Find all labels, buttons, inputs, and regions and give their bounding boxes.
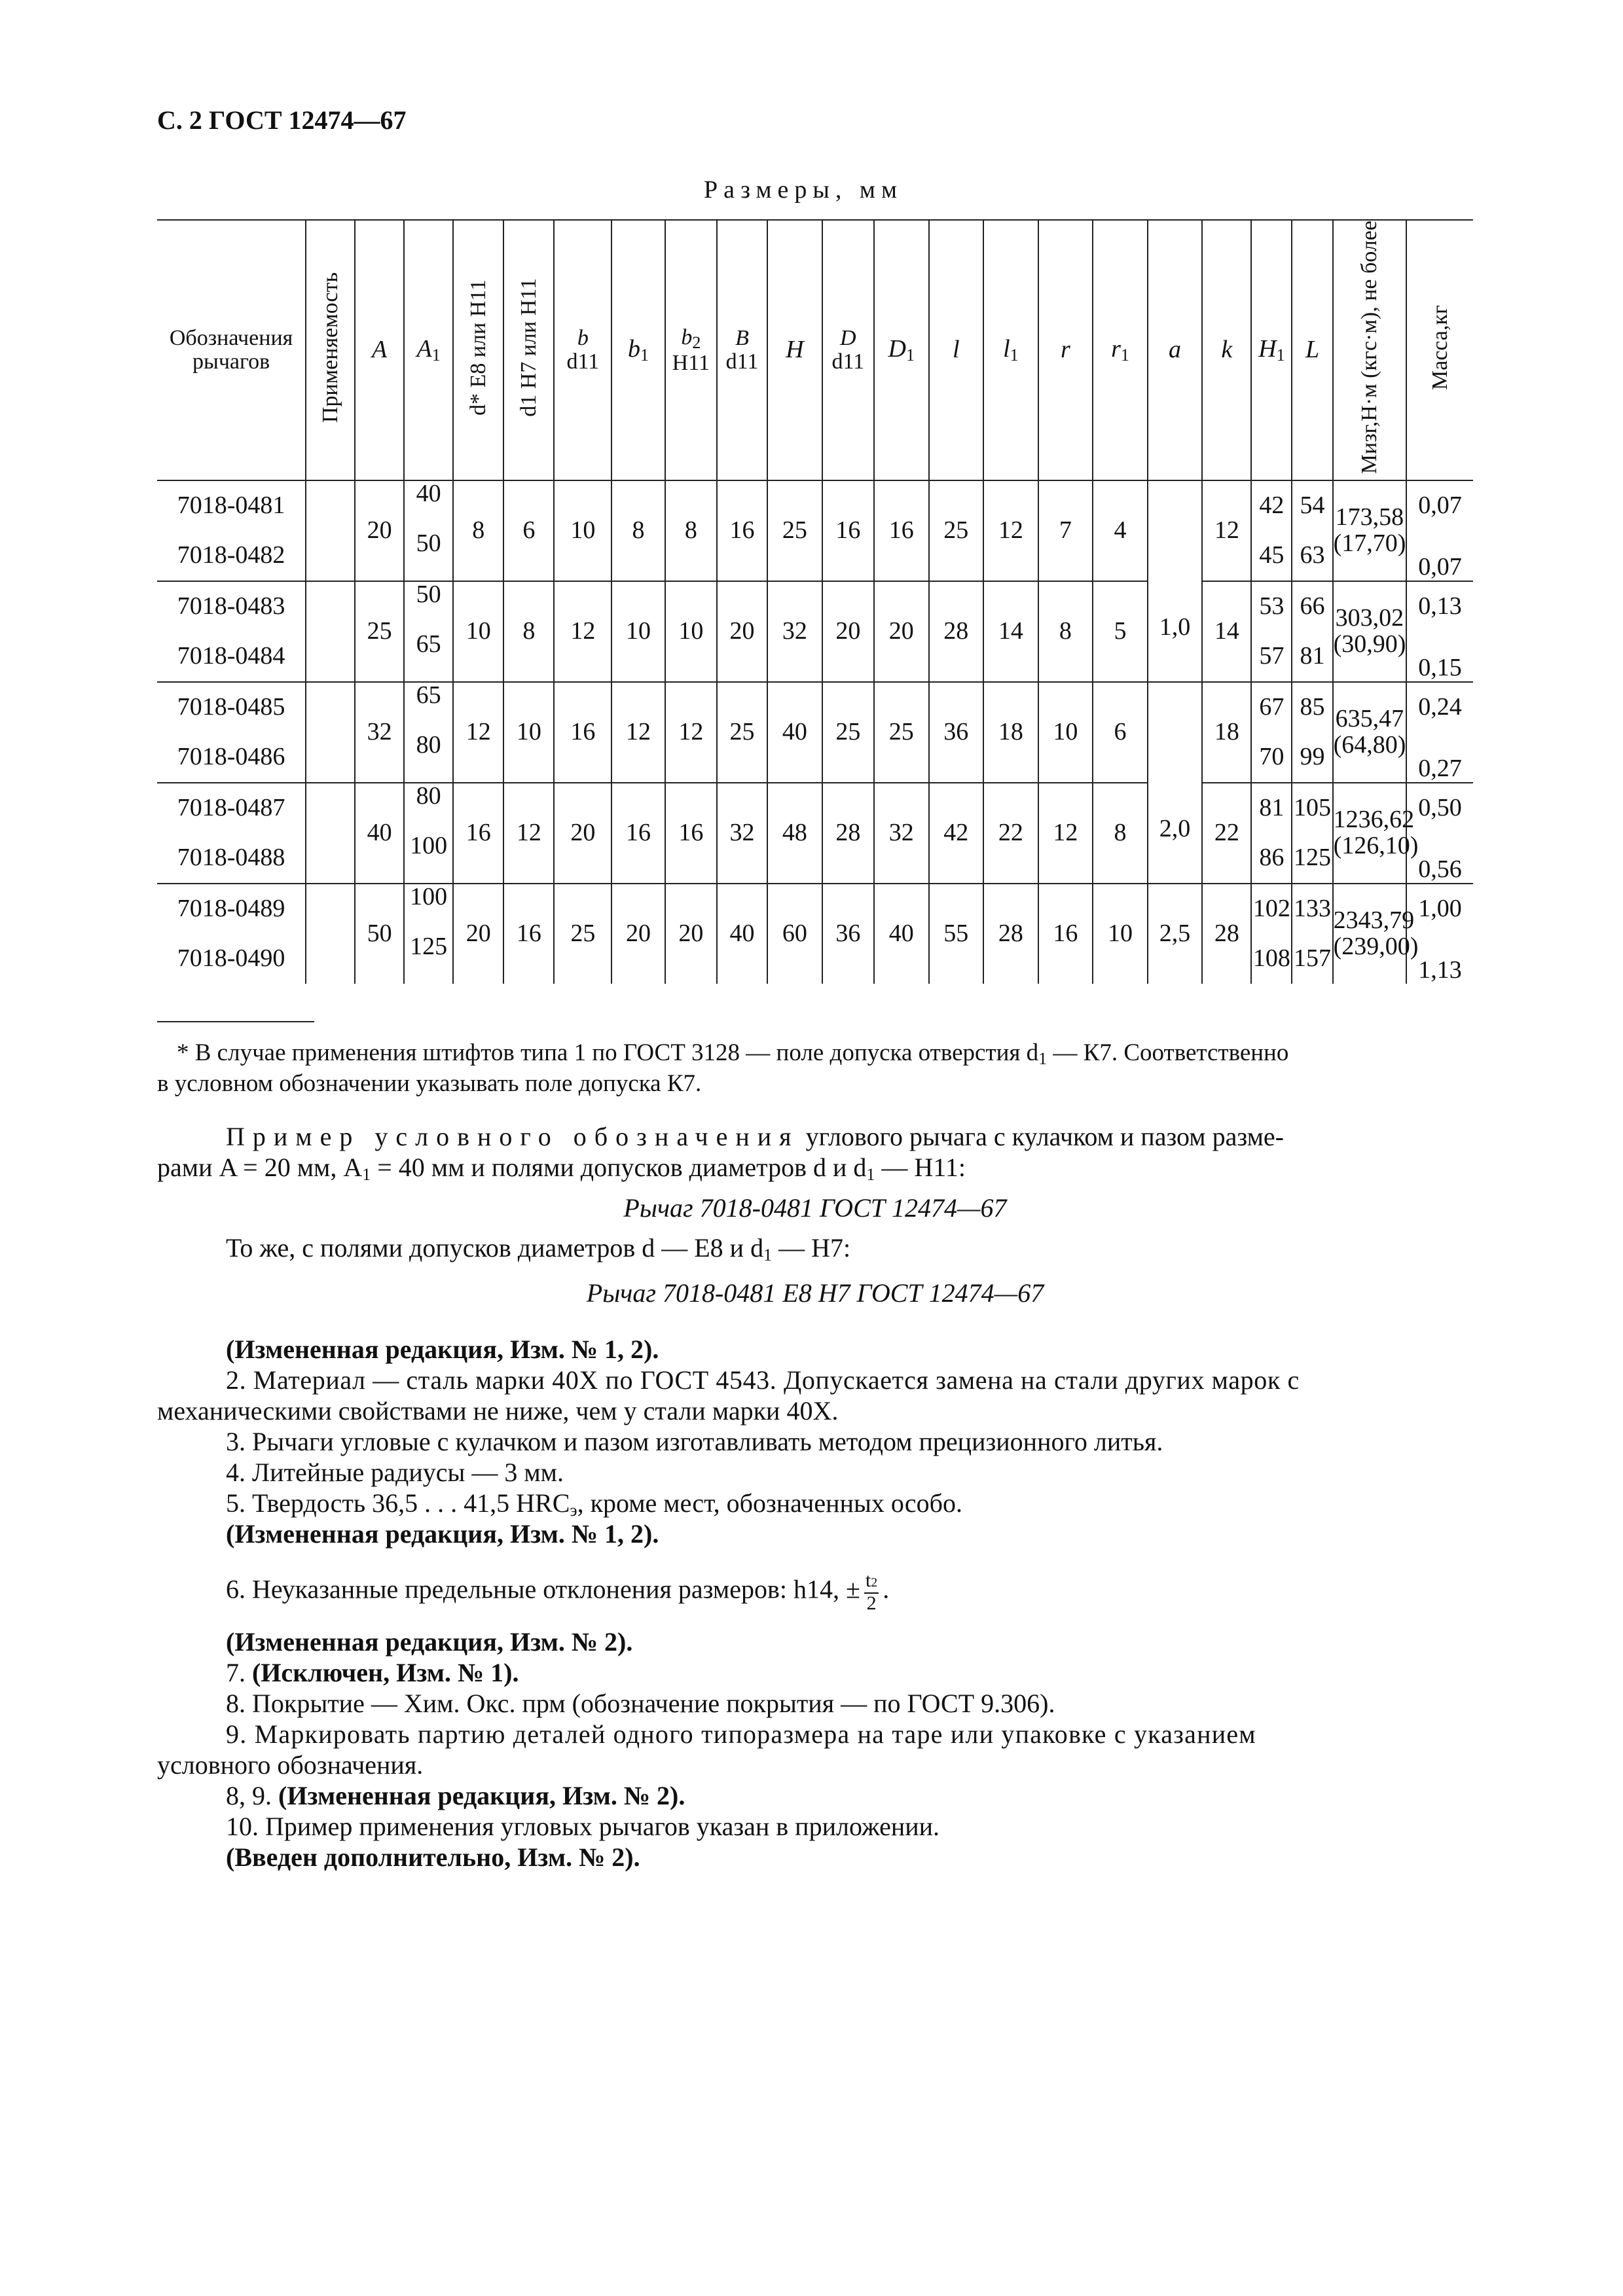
b2-cell: 10 bbox=[665, 581, 717, 682]
H-cell: 48 bbox=[767, 783, 822, 884]
k-cell: 28 bbox=[1202, 884, 1251, 984]
H1-cell: 57 bbox=[1251, 632, 1292, 682]
example-designation-1: Рычаг 7018-0481 ГОСТ 12474—67 bbox=[623, 1193, 1007, 1223]
b-cell: 10 bbox=[554, 480, 611, 581]
H-cell: 60 bbox=[767, 884, 822, 984]
col-header-r1: r1 bbox=[1093, 220, 1148, 480]
D1-cell: 25 bbox=[874, 682, 929, 783]
designation-cell: 7018-0486 bbox=[157, 732, 306, 783]
col-header-r: r bbox=[1038, 220, 1093, 480]
mass-cell: 0,24 bbox=[1406, 682, 1473, 732]
H1-cell: 45 bbox=[1251, 531, 1292, 581]
footnote-line-2: в условном обозначении указывать поле допуска К7. bbox=[157, 1070, 702, 1097]
edition-note-3: (Измененная редакция, Изм. № 2). bbox=[226, 1627, 633, 1657]
mass-cell: 0,15 bbox=[1406, 632, 1473, 682]
applicability-cell bbox=[306, 480, 355, 531]
example-line-2: рами A = 20 мм, A1 = 40 мм и полями допусков диаметров d и d1 — Н11: bbox=[157, 1153, 966, 1184]
d1-cell: 10 bbox=[503, 682, 554, 783]
r-cell: 8 bbox=[1038, 581, 1093, 682]
clause-9-line-2: условного обозначения. bbox=[157, 1750, 424, 1780]
designation-cell: 7018-0482 bbox=[157, 531, 306, 581]
footnote-line-1: * В случае применения штифтов типа 1 по ГОСТ 3128 — поле допуска отверстия d1 — К7. Соответственно bbox=[177, 1039, 1289, 1068]
A1-cell: 100 bbox=[404, 884, 453, 934]
B-cell: 32 bbox=[717, 783, 767, 884]
H-cell: 25 bbox=[767, 480, 822, 581]
designation-cell: 7018-0489 bbox=[157, 884, 306, 934]
A1-cell: 100 bbox=[404, 833, 453, 884]
col-header-mass: Масса,кг bbox=[1406, 220, 1473, 480]
L-cell: 125 bbox=[1292, 833, 1332, 884]
A-cell: 25 bbox=[355, 581, 404, 682]
A-cell: 20 bbox=[355, 480, 404, 581]
k-cell: 14 bbox=[1202, 581, 1251, 682]
L-cell: 66 bbox=[1292, 581, 1332, 632]
H-cell: 40 bbox=[767, 682, 822, 783]
applicability-cell bbox=[306, 833, 355, 884]
B-cell: 40 bbox=[717, 884, 767, 984]
l1-cell: 22 bbox=[983, 783, 1038, 884]
mass-cell: 0,07 bbox=[1406, 480, 1473, 531]
B-cell: 25 bbox=[717, 682, 767, 783]
applicability-cell bbox=[306, 732, 355, 783]
D-cell: 36 bbox=[822, 884, 874, 984]
r-cell: 16 bbox=[1038, 884, 1093, 984]
b1-cell: 12 bbox=[611, 682, 665, 783]
H-cell: 32 bbox=[767, 581, 822, 682]
moment-nm: 303,02 bbox=[1335, 604, 1404, 632]
mass-cell: 0,07 bbox=[1406, 531, 1473, 581]
b-cell: 12 bbox=[554, 581, 611, 682]
L-cell: 63 bbox=[1292, 531, 1332, 581]
col-header-H: H bbox=[767, 220, 822, 480]
applicability-cell bbox=[306, 934, 355, 984]
k-cell: 22 bbox=[1202, 783, 1251, 884]
designation-cell: 7018-0488 bbox=[157, 833, 306, 884]
l1-cell: 18 bbox=[983, 682, 1038, 783]
table-header-row bbox=[157, 220, 1473, 480]
b-cell: 16 bbox=[554, 682, 611, 783]
D-cell: 20 bbox=[822, 581, 874, 682]
A1-cell: 50 bbox=[404, 581, 453, 632]
mass-cell: 0,27 bbox=[1406, 732, 1473, 783]
col-header-designation: Обозначения рычагов bbox=[157, 220, 306, 480]
col-header-applicability: Применяемость bbox=[306, 220, 355, 480]
table-row bbox=[157, 783, 1473, 833]
l-cell: 55 bbox=[929, 884, 984, 984]
a-cell: 1,0 bbox=[1148, 480, 1203, 682]
applicability-cell bbox=[306, 531, 355, 581]
designation-cell: 7018-0490 bbox=[157, 934, 306, 984]
example-line-1: Пример условного обозначения углового рычага с кулачком и пазом разме- bbox=[226, 1122, 1284, 1151]
B-cell: 16 bbox=[717, 480, 767, 581]
b-cell: 20 bbox=[554, 783, 611, 884]
L-cell: 133 bbox=[1292, 884, 1332, 934]
D1-cell: 40 bbox=[874, 884, 929, 984]
H1-cell: 53 bbox=[1251, 581, 1292, 632]
clause-3: 3. Рычаги угловые с кулачком и пазом изготавливать методом прецизионного литья. bbox=[226, 1427, 1163, 1456]
d-cell: 20 bbox=[453, 884, 503, 984]
H1-cell: 70 bbox=[1251, 732, 1292, 783]
L-cell: 85 bbox=[1292, 682, 1332, 732]
mass-cell: 1,00 bbox=[1406, 884, 1473, 934]
b1-cell: 8 bbox=[611, 480, 665, 581]
moment-kgfm: (64,80) bbox=[1333, 731, 1406, 759]
d-cell: 10 bbox=[453, 581, 503, 682]
col-header-b1: b1 bbox=[611, 220, 665, 480]
A1-cell: 40 bbox=[404, 480, 453, 531]
applicability-cell bbox=[306, 581, 355, 632]
designation-cell: 7018-0484 bbox=[157, 632, 306, 682]
b2-cell: 12 bbox=[665, 682, 717, 783]
mass-cell: 0,13 bbox=[1406, 581, 1473, 632]
bending-moment-cell bbox=[1333, 581, 1407, 682]
r1-cell: 5 bbox=[1093, 581, 1148, 682]
L-cell: 99 bbox=[1292, 732, 1332, 783]
l1-cell: 14 bbox=[983, 581, 1038, 682]
designation-cell: 7018-0485 bbox=[157, 682, 306, 732]
H1-cell: 81 bbox=[1251, 783, 1292, 833]
A1-cell: 125 bbox=[404, 934, 453, 984]
table-body bbox=[157, 480, 1473, 984]
col-header-D1: D1 bbox=[874, 220, 929, 480]
designation-cell: 7018-0481 bbox=[157, 480, 306, 531]
D-cell: 16 bbox=[822, 480, 874, 581]
r1-cell: 8 bbox=[1093, 783, 1148, 884]
d-cell: 8 bbox=[453, 480, 503, 581]
fraction-t2-over-2: $\frac{t2}{2}$ bbox=[865, 1570, 878, 1614]
D1-cell: 32 bbox=[874, 783, 929, 884]
clause-6: 6. Неуказанные предельные отклонения размеров: h14, ± $\frac{t2}{2}$ . bbox=[226, 1570, 890, 1614]
applicability-cell bbox=[306, 783, 355, 833]
moment-kgfm: (239,00) bbox=[1333, 933, 1419, 961]
bending-moment-cell bbox=[1333, 682, 1407, 783]
edition-note-8-9: 8, 9. (Измененная редакция, Изм. № 2). bbox=[226, 1781, 685, 1810]
designation-cell: 7018-0487 bbox=[157, 783, 306, 833]
col-header-A: A bbox=[355, 220, 404, 480]
col-header-a: a bbox=[1148, 220, 1203, 480]
col-header-l: l bbox=[929, 220, 984, 480]
edition-note-1: (Измененная редакция, Изм. № 1, 2). bbox=[226, 1335, 659, 1364]
k-cell: 18 bbox=[1202, 682, 1251, 783]
col-header-b2: b2 H11 bbox=[665, 220, 717, 480]
d-cell: 16 bbox=[453, 783, 503, 884]
col-header-D: D d11 bbox=[822, 220, 874, 480]
D-cell: 28 bbox=[822, 783, 874, 884]
b2-cell: 16 bbox=[665, 783, 717, 884]
r1-cell: 4 bbox=[1093, 480, 1148, 581]
col-header-A1: A1 bbox=[404, 220, 453, 480]
table-row bbox=[157, 581, 1473, 632]
table-row bbox=[157, 480, 1473, 531]
r-cell: 10 bbox=[1038, 682, 1093, 783]
d1-cell: 8 bbox=[503, 581, 554, 682]
d-cell: 12 bbox=[453, 682, 503, 783]
A1-cell: 80 bbox=[404, 732, 453, 783]
page-header: С. 2 ГОСТ 12474—67 bbox=[157, 105, 407, 135]
table-row bbox=[157, 884, 1473, 934]
designation-cell: 7018-0483 bbox=[157, 581, 306, 632]
b1-cell: 20 bbox=[611, 884, 665, 984]
col-header-B: B d11 bbox=[717, 220, 767, 480]
l1-cell: 12 bbox=[983, 480, 1038, 581]
example-designation-2: Рычаг 7018-0481 Е8 Н7 ГОСТ 12474—67 bbox=[586, 1278, 1044, 1308]
A1-cell: 80 bbox=[404, 783, 453, 833]
b1-cell: 16 bbox=[611, 783, 665, 884]
r-cell: 7 bbox=[1038, 480, 1093, 581]
moment-kgfm: (30,90) bbox=[1333, 630, 1406, 658]
example-same-line: То же, с полями допусков диаметров d — Е8 и d1 — Н7: bbox=[226, 1233, 851, 1265]
B-cell: 20 bbox=[717, 581, 767, 682]
table-row bbox=[157, 682, 1473, 732]
clause-2-line-1: 2. Материал — сталь марки 40Х по ГОСТ 4543. Допускается замена на стали других марок с bbox=[226, 1365, 1300, 1395]
A-cell: 40 bbox=[355, 783, 404, 884]
clause-2-line-2: механическими свойствами не ниже, чем у стали марки 40Х. bbox=[157, 1396, 839, 1426]
col-header-H1: H1 bbox=[1251, 220, 1292, 480]
clause-5: 5. Твердость 36,5 . . . 41,5 HRCэ, кроме мест, обозначенных особо. bbox=[226, 1488, 962, 1520]
H1-cell: 102 bbox=[1251, 884, 1292, 934]
col-header-d: d* Е8 или Н11 bbox=[453, 220, 503, 480]
D1-cell: 16 bbox=[874, 480, 929, 581]
col-header-b: b d11 bbox=[554, 220, 611, 480]
col-header-d1: d1 Н7 или Н11 bbox=[503, 220, 554, 480]
l1-cell: 28 bbox=[983, 884, 1038, 984]
clause-8: 8. Покрытие — Хим. Окс. прм (обозначение покрытия — по ГОСТ 9.306). bbox=[226, 1689, 1055, 1718]
mass-cell: 0,50 bbox=[1406, 783, 1473, 833]
bending-moment-cell bbox=[1333, 480, 1407, 581]
L-cell: 105 bbox=[1292, 783, 1332, 833]
clause-4: 4. Литейные радиусы — 3 мм. bbox=[226, 1458, 564, 1487]
k-cell: 12 bbox=[1202, 480, 1251, 581]
clause-10: 10. Пример применения угловых рычагов указан в приложении. bbox=[226, 1812, 940, 1841]
D-cell: 25 bbox=[822, 682, 874, 783]
moment-nm: 1236,62 bbox=[1333, 806, 1415, 834]
col-header-bending-moment: Мизг,Н·м (кгс·м), не более bbox=[1333, 220, 1407, 480]
bending-moment-cell bbox=[1333, 884, 1419, 984]
H1-cell: 42 bbox=[1251, 480, 1292, 531]
L-cell: 54 bbox=[1292, 480, 1332, 531]
l-cell: 25 bbox=[929, 480, 984, 581]
applicability-cell bbox=[306, 632, 355, 682]
table-caption: Размеры, мм bbox=[704, 176, 903, 204]
L-cell: 157 bbox=[1292, 934, 1332, 984]
l-cell: 36 bbox=[929, 682, 984, 783]
col-header-L: L bbox=[1292, 220, 1332, 480]
r1-cell: 10 bbox=[1093, 884, 1148, 984]
clause-9-line-1: 9. Маркировать партию деталей одного типоразмера на таре или упаковке с указанием bbox=[226, 1719, 1256, 1749]
A-cell: 50 bbox=[355, 884, 404, 984]
d1-cell: 6 bbox=[503, 480, 554, 581]
a-cell: 2,5 bbox=[1148, 884, 1203, 984]
footnote-separator bbox=[157, 1021, 314, 1022]
A1-cell: 65 bbox=[404, 682, 453, 732]
d1-cell: 16 bbox=[503, 884, 554, 984]
b2-cell: 20 bbox=[665, 884, 717, 984]
d1-cell: 12 bbox=[503, 783, 554, 884]
l-cell: 28 bbox=[929, 581, 984, 682]
dimensions-table bbox=[157, 219, 1473, 984]
moment-nm: 2343,79 bbox=[1333, 906, 1415, 935]
edition-note-10: (Введен дополнительно, Изм. № 2). bbox=[226, 1842, 640, 1872]
L-cell: 81 bbox=[1292, 632, 1332, 682]
mass-cell: 1,13 bbox=[1406, 934, 1473, 984]
col-header-l1: l1 bbox=[983, 220, 1038, 480]
H1-cell: 108 bbox=[1251, 934, 1292, 984]
A-cell: 32 bbox=[355, 682, 404, 783]
D1-cell: 20 bbox=[874, 581, 929, 682]
b-cell: 25 bbox=[554, 884, 611, 984]
r1-cell: 6 bbox=[1093, 682, 1148, 783]
mass-cell: 0,56 bbox=[1406, 833, 1473, 884]
clause-7: 7. (Исключен, Изм. № 1). bbox=[226, 1658, 519, 1687]
moment-nm: 173,58 bbox=[1335, 503, 1404, 531]
H1-cell: 67 bbox=[1251, 682, 1292, 732]
moment-kgfm: (126,10) bbox=[1333, 832, 1419, 860]
b1-cell: 10 bbox=[611, 581, 665, 682]
l-cell: 42 bbox=[929, 783, 984, 884]
A1-cell: 50 bbox=[404, 531, 453, 581]
r-cell: 12 bbox=[1038, 783, 1093, 884]
edition-note-2: (Измененная редакция, Изм. № 1, 2). bbox=[226, 1519, 659, 1549]
H1-cell: 86 bbox=[1251, 833, 1292, 884]
A1-cell: 65 bbox=[404, 632, 453, 682]
moment-kgfm: (17,70) bbox=[1333, 529, 1406, 558]
applicability-cell bbox=[306, 682, 355, 732]
b2-cell: 8 bbox=[665, 480, 717, 581]
applicability-cell bbox=[306, 884, 355, 934]
a-cell: 2,0 bbox=[1148, 682, 1203, 884]
moment-nm: 635,47 bbox=[1335, 705, 1404, 733]
bending-moment-cell bbox=[1333, 783, 1419, 884]
col-header-k: k bbox=[1202, 220, 1251, 480]
